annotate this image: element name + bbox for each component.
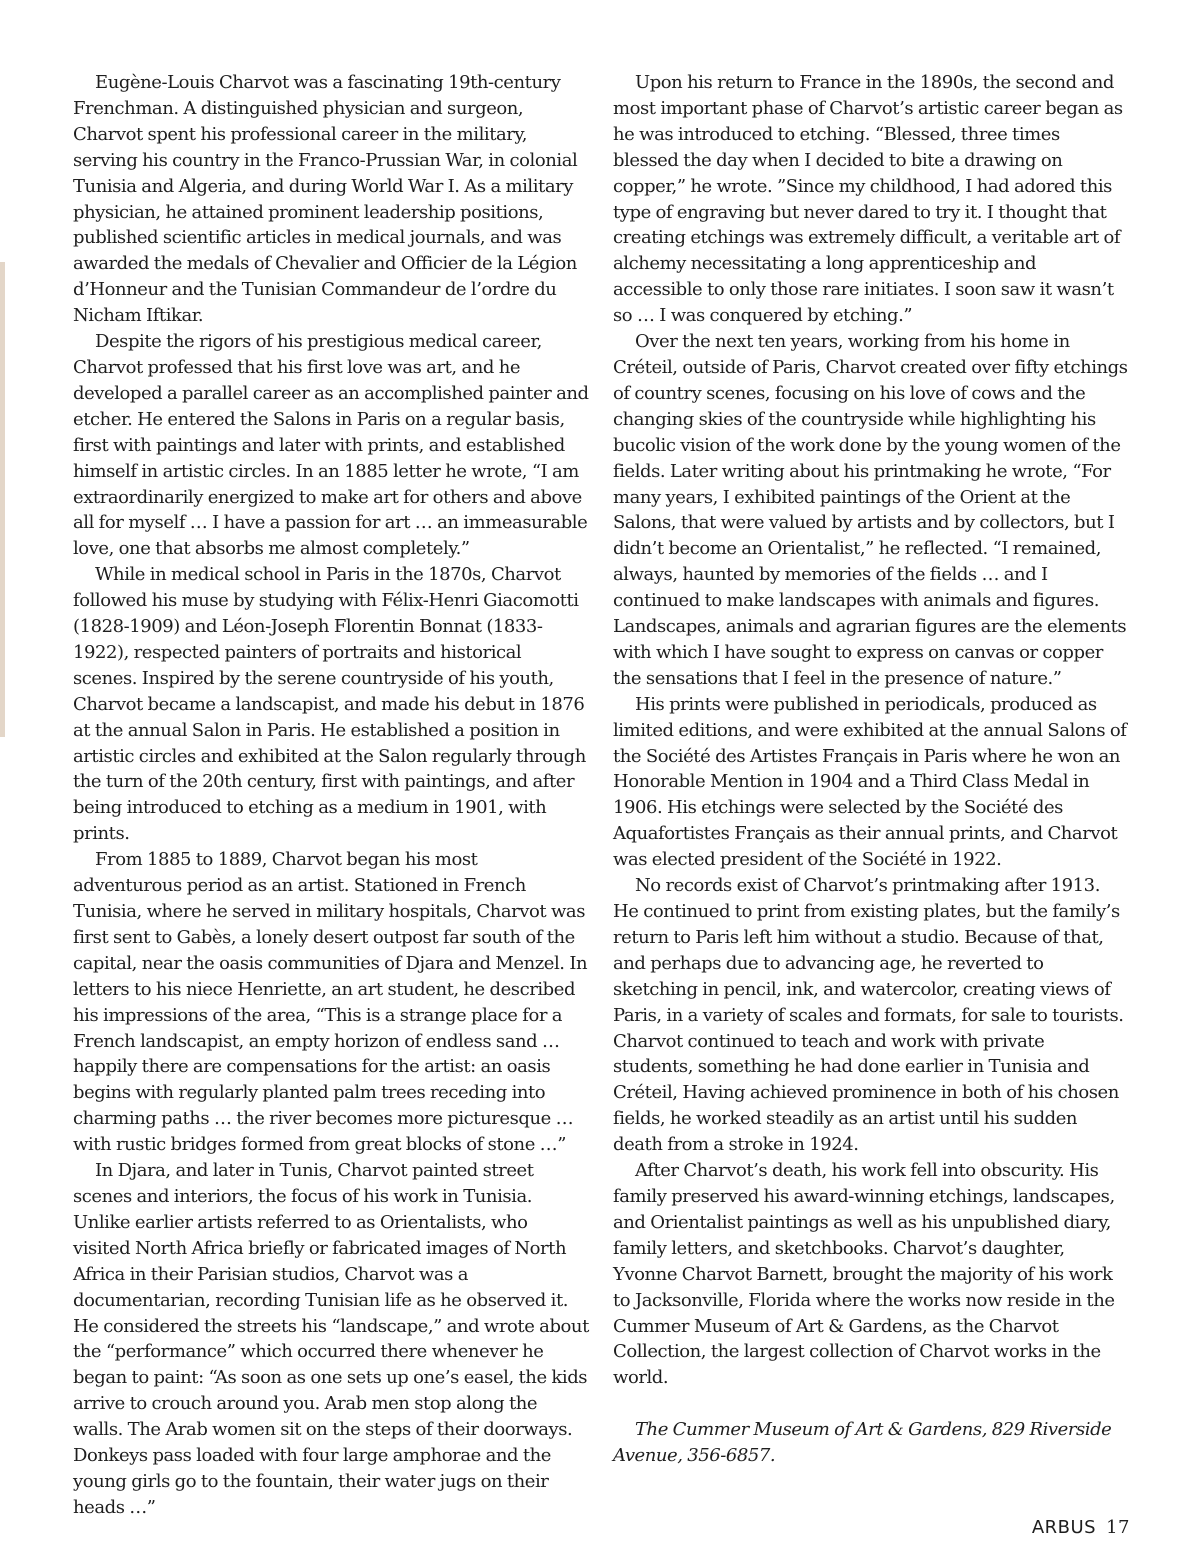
page-number: 17	[1106, 1517, 1130, 1538]
paragraph: Upon his return to France in the 1890s, the second and most important phase of Charvot’s artistic career began as he was introduced to etching. “Blessed, three times blessed the day when I decided to bite a drawing on copper,” he wrote. ”Since my childhood, I had adored this type of engraving but never dared to try it. I thought that creating etchings was extremely difficult, a veritable art of alchemy necessitating a long apprenticeship and accessible to only those rare initiates. I soon saw it wasn’t so … I was conquered by etching.”	[613, 72, 1123, 327]
paragraph: No records exist of Charvot’s printmaking after 1913. He continued to print from existing plates, but the family’s return to Paris left him without a studio. Because of that, and perhaps due to advancing age, he reverted to sketching in pencil, ink, and watercolor, creating views of Paris, in a variety of scales and formats, for sale to tourists. Charvot continued to teach and work with private students, something he had done earlier in Tunisia and Créteil, Having achieved prominence in both of his chosen fields, he worked steadily as an artist until his sudden death from a stroke in 1924.	[613, 875, 1124, 1156]
paragraph: Eugène-Louis Charvot was a fascinating 19th-century Frenchman. A distinguished physician and surgeon, Charvot spent his professional career in the military, serving his country in the Franco-Prussian War, in colonial Tunisia and Algeria, and during World War I. As a military physician, he attained prominent leadership positions, published scientific articles in medical journals, and was awarded the medals of Chevalier and Officier de la Légion d’Honneur and the Tunisian Commandeur de l’ordre du Nicham Iftikar.	[73, 72, 578, 327]
paragraph: From 1885 to 1889, Charvot began his most adventurous period as an artist. Stationed in French Tunisia, where he served in military hospitals, Charvot was first sent to Gabès, a lonely desert outpost far south of the capital, near the oasis communities of Djara and Menzel. In letters to his niece Henriette, an art student, he described his impressions of the area, “This is a strange place for a French landscapist, an empty horizon of endless sand … happily there are compensations for the artist: an oasis begins with regularly planted palm trees receding into charming paths … the river becomes more picturesque … with rustic bridges formed from great blocks of stone …”	[73, 849, 588, 1156]
publication-name: ARBUS	[1031, 1517, 1097, 1538]
paragraph: Despite the rigors of his prestigious medical career, Charvot professed that his first love was art, and he developed a parallel career as an accomplished painter and etcher. He entered the Salons in Paris on a regular basis, first with paintings and later with prints, and established himself in artistic circles. In an 1885 letter he wrote, “I am extraordinarily energized to make art for others and above all for myself … I have a passion for art … an immeasurable love, one that absorbs me almost completely.”	[73, 331, 589, 560]
paragraph: In Djara, and later in Tunis, Charvot painted street scenes and interiors, the focus of his work in Tunisia. Unlike earlier artists referred to as Orientalists, who visited North Africa briefly or fabricated images of North Africa in their Parisian studios, Charvot was a documentarian, recording Tunisian life as he observed it. He considered the streets his “landscape,” and wrote about the “performance” which occurred there whenever he began to paint: “As soon as one sets up one’s easel, the kids arrive to crouch around you. Arab men stop along the walls. The Arab women sit on the steps of their doorways. Donkeys pass loaded with four large amphorae and the young girls go to the fountain, their water jugs on their heads …”	[73, 1160, 589, 1518]
venue-credit: The Cummer Museum of Art & Gardens, 829 Riverside Avenue, 356-6857.	[613, 1419, 1112, 1467]
page-edge-strip	[0, 262, 5, 737]
paragraph: His prints were published in periodicals, produced as limited editions, and were exhibited at the annual Salons of the Société des Artistes Français in Paris where he won an Honorable Mention in 1904 and a Third Class Medal in 1906. His etchings were selected by the Société des Aquafortistes Français as their annual prints, and Charvot was elected president of the Société in 1922.	[613, 693, 1127, 871]
article-column-left	[73, 70, 589, 1521]
page-footer	[1032, 1517, 1130, 1538]
paragraph: While in medical school in Paris in the 1870s, Charvot followed his muse by studying with Félix-Henri Giacomotti (1828-1909) and Léon-Joseph Florentin Bonnat (1833-1922), respected painters of portraits and historical scenes. Inspired by the serene countryside of his youth, Charvot became a landscapist, and made his debut in 1876 at the annual Salon in Paris. He established a position in artistic circles and exhibited at the Salon regularly through the turn of the 20th century, first with paintings, and after being introduced to etching as a medium in 1901, with prints.	[73, 564, 586, 845]
paragraph: After Charvot’s death, his work fell into obscurity. His family preserved his award-winning etchings, landscapes, and Orientalist paintings as well as his unpublished diary, family letters, and sketchbooks. Charvot’s daughter, Yvonne Charvot Barnett, brought the majority of his work to Jacksonville, Florida where the works now reside in the Cummer Museum of Art & Gardens, as the Charvot Collection, the largest collection of Charvot works in the world.	[613, 1160, 1115, 1389]
article-column-right	[613, 70, 1129, 1469]
paragraph: Over the next ten years, working from his home in Créteil, outside of Paris, Charvot created over fifty etchings of country scenes, focusing on his love of cows and the changing skies of the countryside while highlighting his bucolic vision of the work done by the young women of the fields. Later writing about his printmaking he wrote, “For many years, I exhibited paintings of the Orient at the Salons, that were valued by artists and by collectors, but I didn’t become an Orientalist,” he reflected. “I remained, always, haunted by memories of the fields … and I continued to make landscapes with animals and figures. Landscapes, animals and agrarian figures are the elements with which I have sought to express on canvas or copper the sensations that I feel in the presence of nature.”	[613, 331, 1128, 689]
